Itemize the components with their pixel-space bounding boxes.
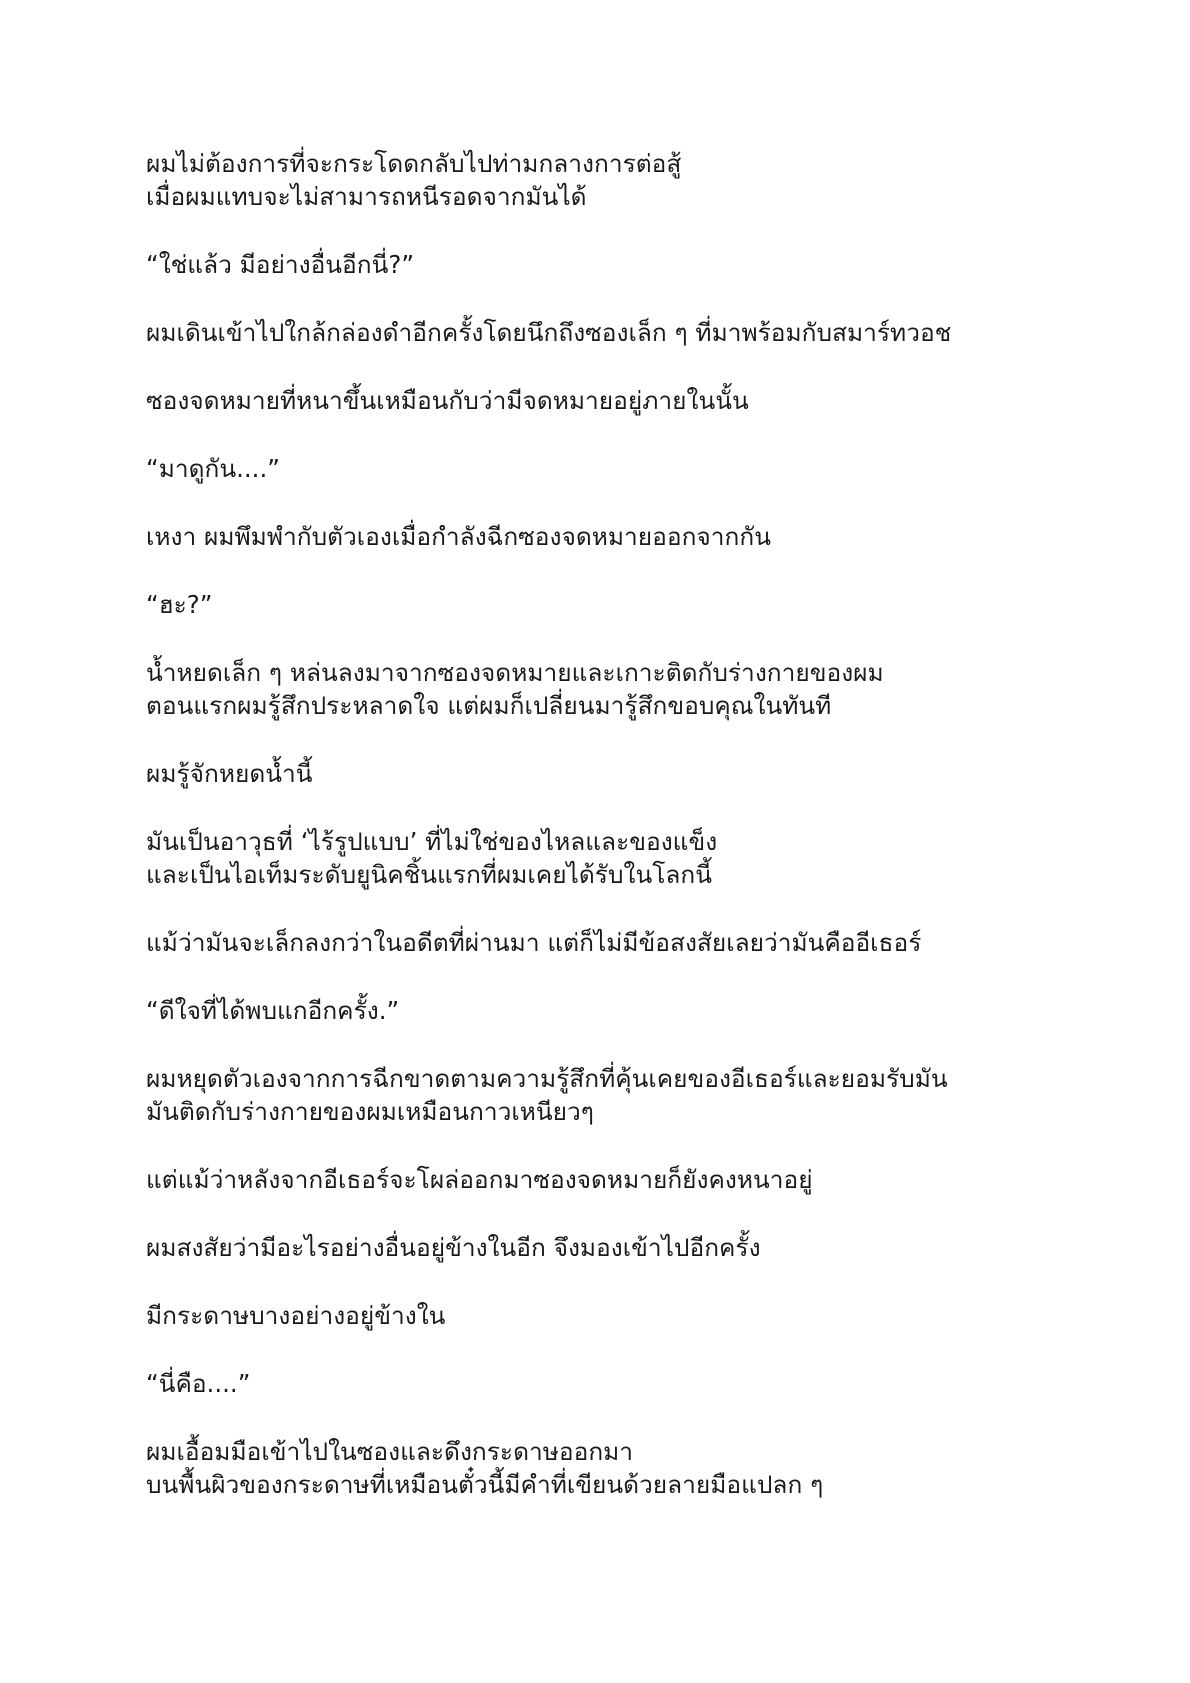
paragraph <box>146 520 1146 553</box>
paragraph <box>146 1231 1146 1264</box>
text-line: “ดีใจที่ได้พบแกอีกครั้ง.” <box>146 996 400 1025</box>
text-line: ผมเอื้อมมือเข้าไปในซองและดึงกระดาษออกมา <box>146 1437 634 1466</box>
paragraph <box>146 384 1146 417</box>
text-line: ซองจดหมายที่หนาขึ้นเหมือนกับว่ามีจดหมายอยู่ภายในนั้น <box>146 386 749 415</box>
paragraph <box>146 588 1146 621</box>
text-line: น้ำหยดเล็ก ๆ หล่นลงมาจากซองจดหมายและเกาะติดกับร่างกายของผม <box>146 658 884 687</box>
text-line: เมื่อผมแทบจะไม่สามารถหนีรอดจากมันได้ <box>146 182 587 211</box>
text-line: เหงา ผมพึมพำกับตัวเองเมื่อกำลังฉีกซองจดหมายออกจากกัน <box>146 522 771 551</box>
paragraph <box>146 1163 1146 1196</box>
paragraph <box>146 757 1146 790</box>
paragraph <box>146 926 1146 959</box>
paragraph <box>146 248 1146 281</box>
text-line: และเป็นไอเท็มระดับยูนิคชิ้นแรกที่ผมเคยได้รับในโลกนี้ <box>146 860 712 889</box>
text-line: มันเป็นอาวุธที่ ‘ไร้รูปแบบ’ ที่ไม่ใช่ของไหลและของแข็ง <box>146 827 718 856</box>
text-line: แม้ว่ามันจะเล็กลงกว่าในอดีตที่ผ่านมา แต่ก็ไม่มีข้อสงสัยเลยว่ามันคืออีเธอร์ <box>146 928 922 957</box>
text-line: มีกระดาษบางอย่างอยู่ข้างใน <box>146 1301 446 1330</box>
paragraph <box>146 825 1146 891</box>
text-line: “ฮะ?” <box>146 590 213 619</box>
text-line: มันติดกับร่างกายของผมเหมือนกาวเหนียวๆ <box>146 1097 594 1126</box>
text-line: ผมเดินเข้าไปใกล้กล่องดำอีกครั้งโดยนึกถึงซองเล็ก ๆ ที่มาพร้อมกับสมาร์ทวอช <box>146 318 952 347</box>
paragraph <box>146 1299 1146 1332</box>
text-line: ผมไม่ต้องการที่จะกระโดดกลับไปท่ามกลางการต่อสู้ <box>146 149 682 178</box>
text-line: แต่แม้ว่าหลังจากอีเธอร์จะโผล่ออกมาซองจดหมายก็ยังคงหนาอยู่ <box>146 1165 813 1194</box>
paragraph <box>146 1367 1146 1400</box>
text-body <box>146 147 1146 1536</box>
paragraph <box>146 316 1146 349</box>
text-line: ผมหยุดตัวเองจากการฉีกขาดตามความรู้สึกที่คุ้นเคยของอีเธอร์และยอมรับมัน <box>146 1064 948 1093</box>
paragraph <box>146 1062 1146 1128</box>
paragraph <box>146 994 1146 1027</box>
paragraph <box>146 656 1146 722</box>
text-line: ผมรู้จักหยดน้ำนี้ <box>146 759 313 788</box>
text-line: ผมสงสัยว่ามีอะไรอย่างอื่นอยู่ข้างในอีก จึงมองเข้าไปอีกครั้ง <box>146 1233 761 1262</box>
paragraph <box>146 1435 1146 1501</box>
paragraph <box>146 452 1146 485</box>
text-line: บนพื้นผิวของกระดาษที่เหมือนตั๋วนี้มีคำที่เขียนด้วยลายมือแปลก ๆ <box>146 1470 824 1499</box>
text-line: “ใช่แล้ว มีอย่างอื่นอีกนี่?” <box>146 250 415 279</box>
text-line: ตอนแรกผมรู้สึกประหลาดใจ แต่ผมก็เปลี่ยนมารู้สึกขอบคุณในทันที <box>146 691 832 720</box>
text-line: “มาดูกัน....” <box>146 454 280 483</box>
text-line: “นี่คือ....” <box>146 1369 251 1398</box>
paragraph <box>146 147 1146 213</box>
